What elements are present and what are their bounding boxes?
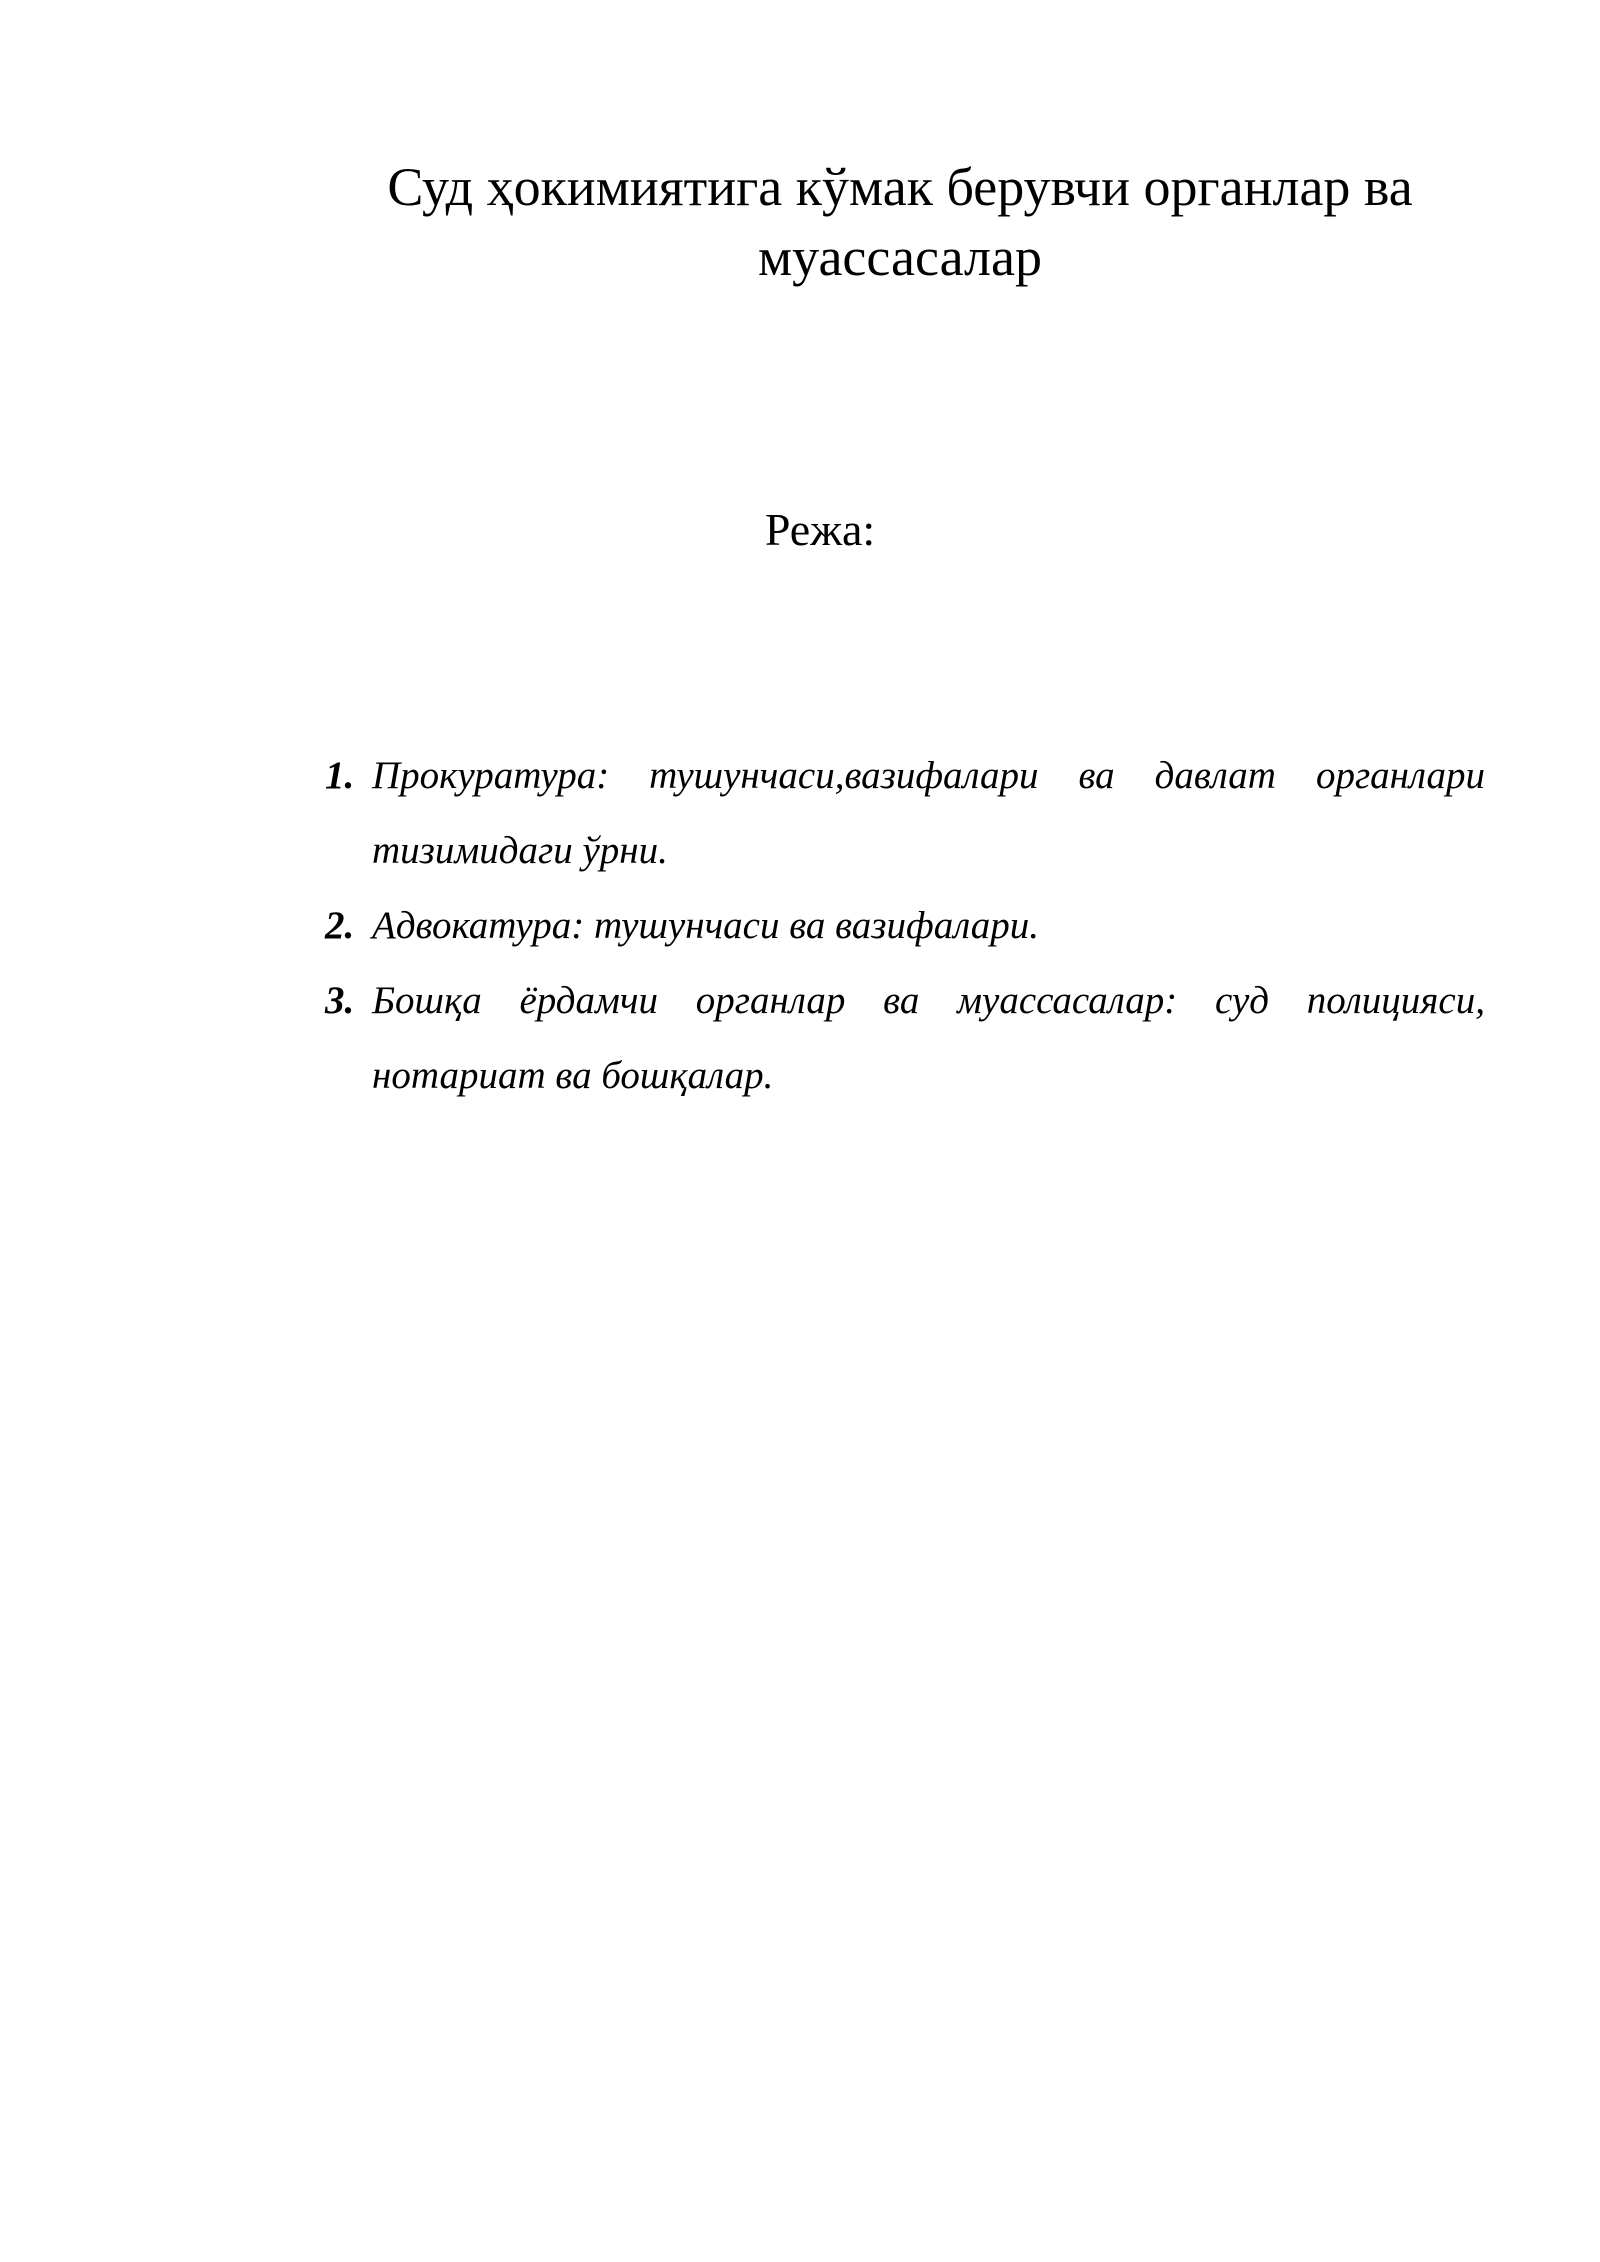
plan-item-text: Бошқа ёрдамчи органлар ва муассасалар: суд полицияси, нотариат ва бошқалар. — [372, 979, 1485, 1097]
plan-item-number: 1. — [325, 754, 355, 797]
plan-item-number: 2. — [325, 904, 355, 947]
plan-item — [325, 738, 1485, 888]
plan-item-text: Прокуратура: тушунчаси,вазифалари ва давлат органлари тизимидаги ўрни. — [372, 754, 1485, 872]
plan-item-text: Адвокатура: тушунчаси ва вазифалари. — [372, 904, 1039, 947]
plan-item — [325, 963, 1485, 1113]
plan-item — [325, 888, 1485, 963]
plan-list — [325, 738, 1485, 1113]
plan-item-number: 3. — [325, 979, 355, 1022]
document-title: Суд ҳокимиятига кўмак берувчи органлар ва муассасалар — [387, 157, 1413, 287]
plan-heading: Режа: — [764, 504, 876, 555]
